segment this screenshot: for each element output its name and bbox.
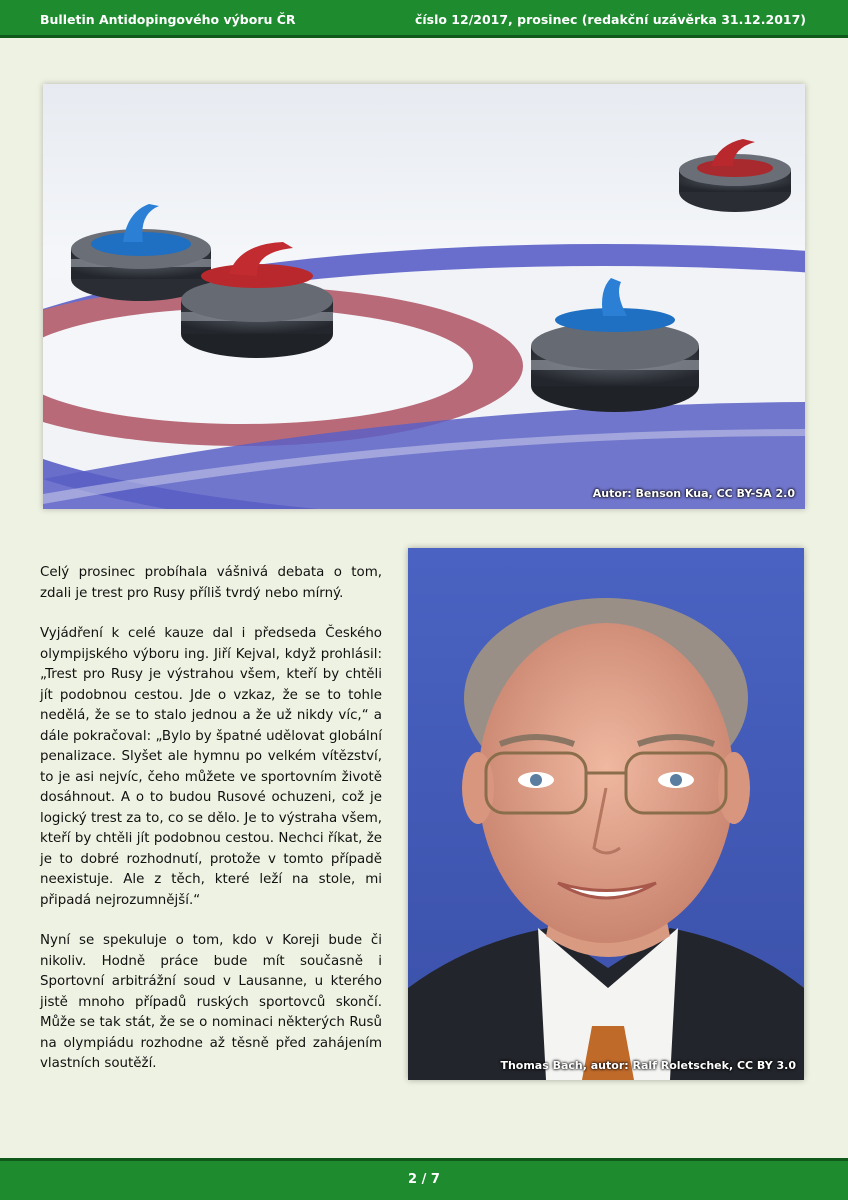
article-paragraph-1: Celý prosinec probíhala vášnivá debata o tom, zdali je trest pro Rusy příliš tvrdý nebo mírný. <box>40 565 382 601</box>
page-number: 2 / 7 <box>408 1172 440 1187</box>
portrait-photo <box>408 548 804 1080</box>
curling-photo <box>43 84 805 509</box>
portrait-image <box>408 548 804 1080</box>
article-paragraph-3: Nyní se spekuluje o tom, kdo v Koreji bude či nikoliv. Hodně práce bude mít současně i Sportovní arbitrážní soud v Lausanne, u kterého jistě mnoho případů ruských sportovců skončí. Může se tak stát, že se o nominaci některých Rusů na olympiádu rozhodne až těsně před zahájením vlastních soutěží. <box>40 933 382 1071</box>
article-text <box>40 563 382 1095</box>
page-header <box>0 0 848 38</box>
curling-stones-image <box>43 84 805 509</box>
photo-credit-top: Autor: Benson Kua, CC BY-SA 2.0 <box>592 487 795 500</box>
page-footer <box>0 1158 848 1200</box>
article-paragraph-2: Vyjádření k celé kauze dal i předseda Českého olympijského výboru ing. Jiří Kejval, když prohlásil: „Trest pro Rusy je výstrahou všem, kteří by chtěli jít podobnou cestou. Jde o vzkaz, že se to tohle nedělá, že se to stalo jednou a že už nikdy víc,“ a dále pokračoval: „Bylo by špatné udělovat globální penalizace. Slyšet ale hymnu po velkém vítězství, to je asi nejvíc, čeho můžete ve sportovním životě dosáhnout. A o to budou Rusové ochuzeni, což je logický trest za to, co se dělo. Je to výstraha všem, kteří by chtěli jít podobnou cestou. Nechci říkat, že je to dobré rozhodnutí, protože v tomto případě neexistuje. Ale z těch, které leží na stole, mi připadá nejrozumnější.“ <box>40 626 382 908</box>
bulletin-title: Bulletin Antidopingového výboru ČR <box>40 12 296 27</box>
photo-credit-right: Thomas Bach, autor: Ralf Roletschek, CC BY 3.0 <box>500 1059 796 1072</box>
issue-info: číslo 12/2017, prosinec (redakční uzávěrka 31.12.2017) <box>414 12 806 27</box>
